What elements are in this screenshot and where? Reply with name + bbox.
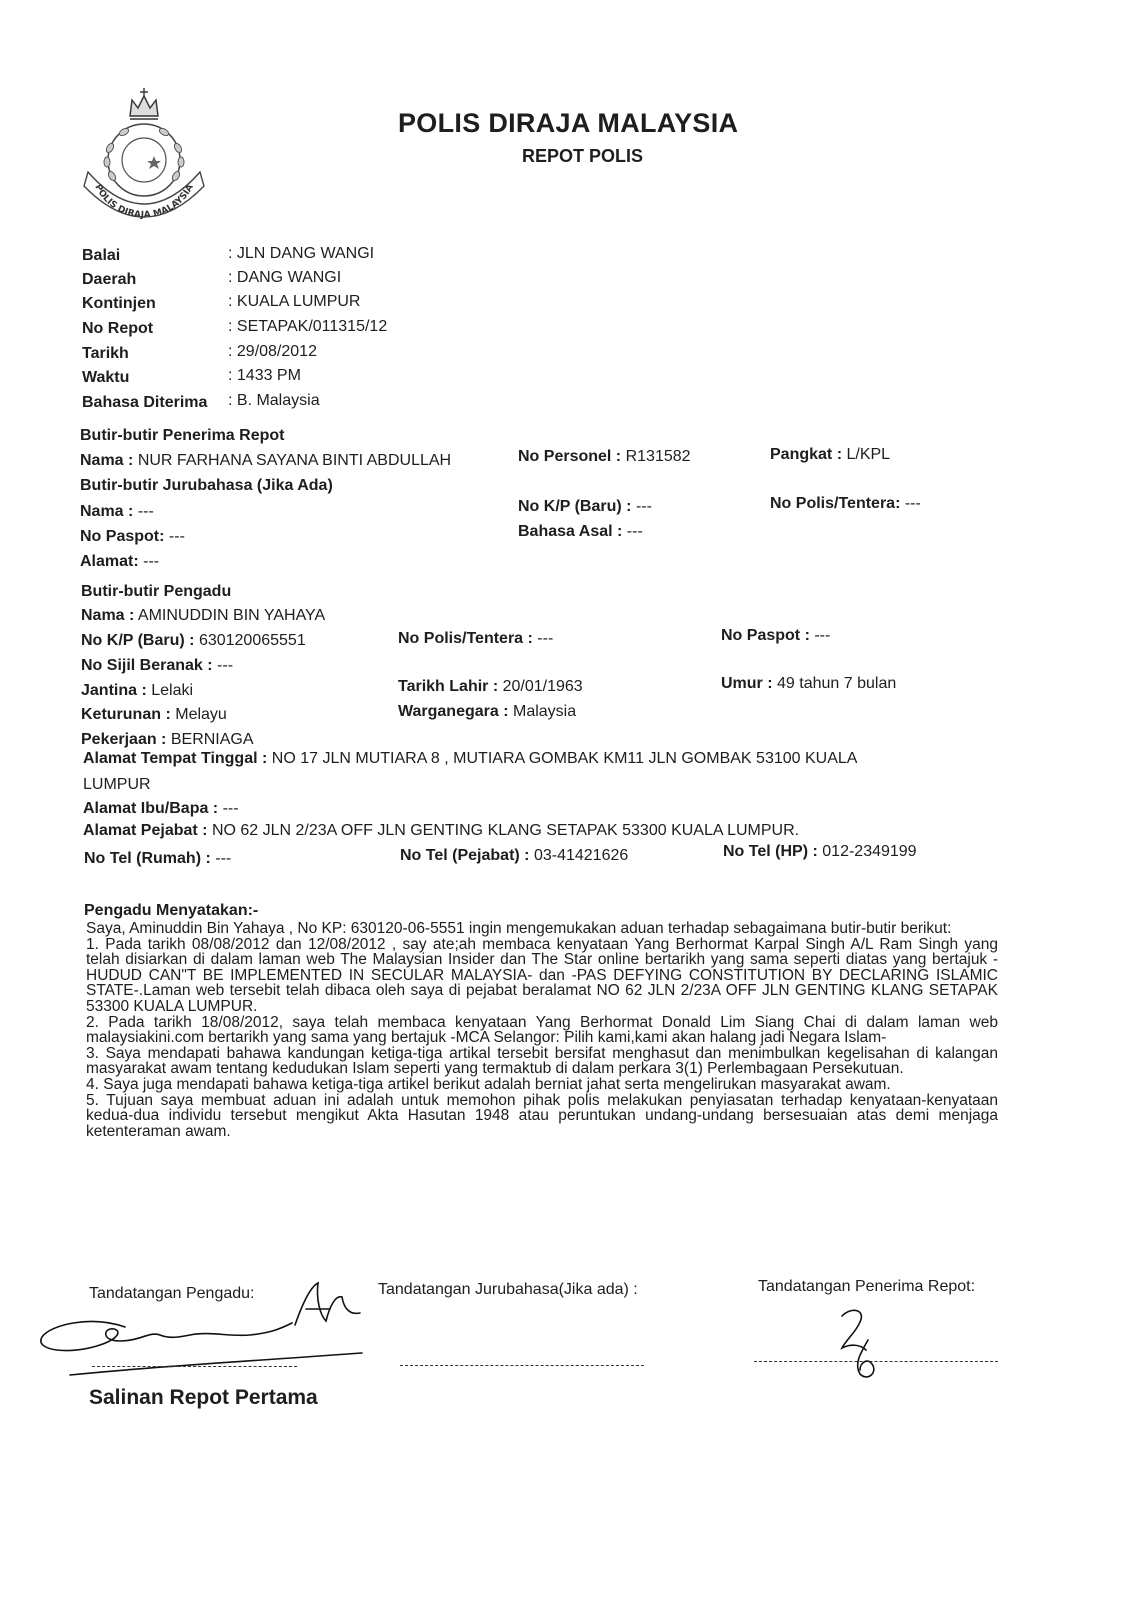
complainant-name-value: AMINUDDIN BIN YAHAYA (137, 607, 326, 624)
statement-paragraph: 5. Tujuan saya membuat aduan ini adalah untuk memohon pihak polis melakukan penyiasatan terhadap kenyataan-kenyataan kedua-dua individu tersebut mengikut Akta Hasutan 1948 atau peruntukan undang-undang bersesuaian atas demi menjaga ketenteraman awam. (86, 1091, 998, 1140)
complainant-tel-hp-value: 012-2349199 (822, 843, 917, 860)
receiver-name-value: NUR FARHANA SAYANA BINTI ABDULLAH (137, 452, 452, 469)
first-copy-label: Salinan Repot Pertama (89, 1386, 318, 1409)
complainant-dob-value: 20/01/1963 (502, 678, 583, 695)
report-info-value: : 1433 PM (228, 367, 301, 384)
interpreter-section-heading: Butir-butir Jurubahasa (Jika Ada) (80, 477, 333, 494)
complainant-citizen-label: Warganegara : (398, 703, 509, 720)
complainant-job (81, 731, 254, 749)
complainant-tel-home-value: --- (215, 850, 232, 867)
complainant-signature (30, 1275, 390, 1385)
interpreter-kp-label: No K/P (Baru) : (518, 498, 632, 515)
report-info-label: No Repot (82, 320, 154, 337)
receiver-rank-value: L/KPL (846, 446, 891, 463)
crest-ribbon-text: POLIS DIRAJA MALAYSIA (92, 182, 196, 221)
complainant-home-address-cont: LUMPUR (83, 776, 151, 793)
report-info-value: : 29/08/2012 (228, 343, 317, 360)
interpreter-passport-value: --- (168, 528, 185, 545)
complainant-home-address (83, 750, 857, 768)
interpreter-police-label: No Polis/Tentera: (770, 495, 901, 512)
complainant-race (81, 706, 227, 724)
report-info-value: : SETAPAK/011315/12 (228, 318, 388, 335)
complainant-citizen (398, 703, 576, 721)
complainant-kp-label: No K/P (Baru) : (81, 632, 195, 649)
complainant-parent-value: --- (222, 800, 239, 817)
complainant-tel-office-value: 03-41421626 (533, 847, 629, 864)
complainant-office-value: NO 62 JLN 2/23A OFF JLN GENTING KLANG SETAPAK 53300 KUALA LUMPUR. (211, 822, 800, 839)
interpreter-name (80, 503, 154, 521)
receiver-rank (770, 446, 890, 464)
complainant-tel-hp (723, 843, 917, 861)
complainant-passport-value: --- (814, 627, 831, 644)
complainant-home-value: NO 17 JLN MUTIARA 8 , MUTIARA GOMBAK KM11 JLN GOMBAK 53100 KUALA (271, 750, 858, 767)
complainant-tel-office-label: No Tel (Pejabat) : (400, 847, 530, 864)
complainant-age-label: Umur : (721, 675, 773, 692)
complainant-birthcert (81, 657, 233, 675)
receiver-signature (820, 1300, 900, 1390)
interpreter-signature-line (400, 1365, 644, 1366)
interpreter-language-value: --- (626, 523, 643, 540)
interpreter-kp-value: --- (635, 498, 652, 515)
complainant-tel-hp-label: No Tel (HP) : (723, 843, 818, 860)
statement-paragraph: 2. Pada tarikh 18/08/2012, saya telah membaca kenyataan Yang Berhormat Donald Lim Siang Chai di dalam laman web malaysiakini.com bertarikh yang sama yang bertajuk -MCA Selangor: Pilih kami,kami akan halang jadi Negara Islam- (86, 1013, 998, 1047)
complainant-birthcert-label: No Sijil Beranak : (81, 657, 213, 674)
complainant-passport (721, 627, 830, 645)
complainant-kp (81, 632, 306, 650)
complainant-tel-office (400, 847, 628, 865)
complainant-signature-label: Tandatangan Pengadu: (89, 1285, 255, 1302)
report-info-label: Waktu (82, 369, 130, 386)
report-info-label: Kontinjen (82, 295, 156, 312)
receiver-section-heading: Butir-butir Penerima Repot (80, 427, 285, 444)
complainant-office-address (83, 822, 799, 840)
complainant-job-label: Pekerjaan : (81, 731, 167, 748)
complainant-race-label: Keturunan : (81, 706, 171, 723)
report-info-label: Balai (82, 247, 121, 264)
statement-heading: Pengadu Menyatakan:- (84, 902, 259, 919)
statement-body (86, 921, 998, 1139)
complainant-race-value: Melayu (175, 706, 227, 723)
complainant-age (721, 675, 896, 693)
statement-paragraph: 1. Pada tarikh 08/08/2012 dan 12/08/2012 , say ate;ah membaca kenyataan Yang Berhormat Karpal Singh A/L Ram Singh yang telah disiarkan di dalam laman web The Malaysian Insider dan The Star online bertarikh yang sama seperti diatas yang bertajuk - HUDUD CAN"T BE IMPLEMENTED IN SECULAR MALAYSIA- dan -PAS DEFYING CONSTITUTION BY DECLARING ISLAMIC STATE-.Laman web tersebit telah dibaca oleh saya di pejabat beralamat NO 62 JLN 2/23A OFF JLN GENTING KLANG SETAPAK 53300 KUALA LUMPUR. (86, 935, 998, 1015)
complainant-parent-label: Alamat Ibu/Bapa : (83, 800, 219, 817)
complainant-job-value: BERNIAGA (170, 731, 254, 748)
interpreter-address-label: Alamat: (80, 553, 139, 570)
receiver-personnel-label: No Personel : (518, 448, 622, 465)
receiver-rank-label: Pangkat : (770, 446, 843, 463)
complainant-tel-home-label: No Tel (Rumah) : (84, 850, 211, 867)
report-info-value: : KUALA LUMPUR (228, 293, 361, 310)
svg-text:POLIS DIRAJA MALAYSIA (92, 183, 195, 221)
complainant-gender-label: Jantina : (81, 682, 147, 699)
complainant-name-label: Nama : (81, 607, 135, 624)
interpreter-address (80, 553, 159, 571)
complainant-police (398, 630, 553, 648)
interpreter-name-value: --- (137, 503, 154, 520)
report-info-label: Bahasa Diterima (82, 394, 208, 411)
receiver-name (80, 452, 451, 470)
interpreter-passport-label: No Paspot: (80, 528, 165, 545)
complainant-signature-line (92, 1366, 297, 1367)
report-info-value: : JLN DANG WANGI (228, 245, 375, 262)
document-subtitle: REPOT POLIS (522, 146, 644, 166)
complainant-dob (398, 678, 583, 696)
interpreter-address-value: --- (143, 553, 160, 570)
receiver-name-label: Nama : (80, 452, 134, 469)
complainant-age-value: 49 tahun 7 bulan (777, 675, 897, 692)
complainant-section-heading: Butir-butir Pengadu (81, 583, 232, 600)
complainant-office-label: Alamat Pejabat : (83, 822, 208, 839)
document-title: POLIS DIRAJA MALAYSIA (398, 108, 739, 138)
statement-paragraph: 3. Saya mendapati bahawa kandungan ketiga-tiga artikal tersebit bersifat menghasut dan menimbulkan kegelisahan di kalangan masyarakat awam tentang kedudukan Islam seperti yang termaktub di dalam perkara 3(1) Perlembagaan Persekutuan. (86, 1044, 998, 1078)
interpreter-police (770, 495, 921, 513)
interpreter-language-label: Bahasa Asal : (518, 523, 623, 540)
complainant-birthcert-value: --- (217, 657, 234, 674)
report-info-label: Tarikh (82, 345, 129, 362)
complainant-police-label: No Polis/Tentera : (398, 630, 533, 647)
interpreter-language (518, 523, 643, 541)
interpreter-passport (80, 528, 185, 546)
interpreter-signature-label: Tandatangan Jurubahasa(Jika ada) : (378, 1281, 638, 1298)
complainant-passport-label: No Paspot : (721, 627, 810, 644)
statement-paragraph: Saya, Aminuddin Bin Yahaya , No KP: 630120-06-5551 ingin mengemukakan aduan terhadap sebagaimana butir-butir berikut: (86, 920, 952, 937)
police-crest-logo (74, 86, 214, 226)
interpreter-name-label: Nama : (80, 503, 134, 520)
complainant-dob-label: Tarikh Lahir : (398, 678, 499, 695)
receiver-signature-label: Tandatangan Penerima Repot: (758, 1278, 976, 1295)
complainant-citizen-value: Malaysia (513, 703, 577, 720)
report-info-value: : DANG WANGI (228, 269, 342, 286)
receiver-personnel (518, 448, 691, 466)
complainant-home-label: Alamat Tempat Tinggal : (83, 750, 268, 767)
statement-paragraph: 4. Saya juga mendapati bahawa ketiga-tiga artikel berikut adalah berniat jahat serta mengelirukan masyarakat awam. (86, 1075, 891, 1093)
complainant-police-value: --- (537, 630, 554, 647)
interpreter-police-value: --- (904, 495, 921, 512)
complainant-parent-address (83, 800, 239, 818)
complainant-tel-home (84, 850, 231, 868)
interpreter-kp (518, 498, 652, 516)
report-info-label: Daerah (82, 271, 137, 288)
complainant-gender (81, 682, 193, 700)
complainant-gender-value: Lelaki (151, 682, 194, 699)
report-info-value: : B. Malaysia (228, 392, 320, 409)
complainant-kp-value: 630120065551 (198, 632, 306, 649)
complainant-name (81, 607, 325, 625)
receiver-personnel-value: R131582 (625, 448, 691, 465)
